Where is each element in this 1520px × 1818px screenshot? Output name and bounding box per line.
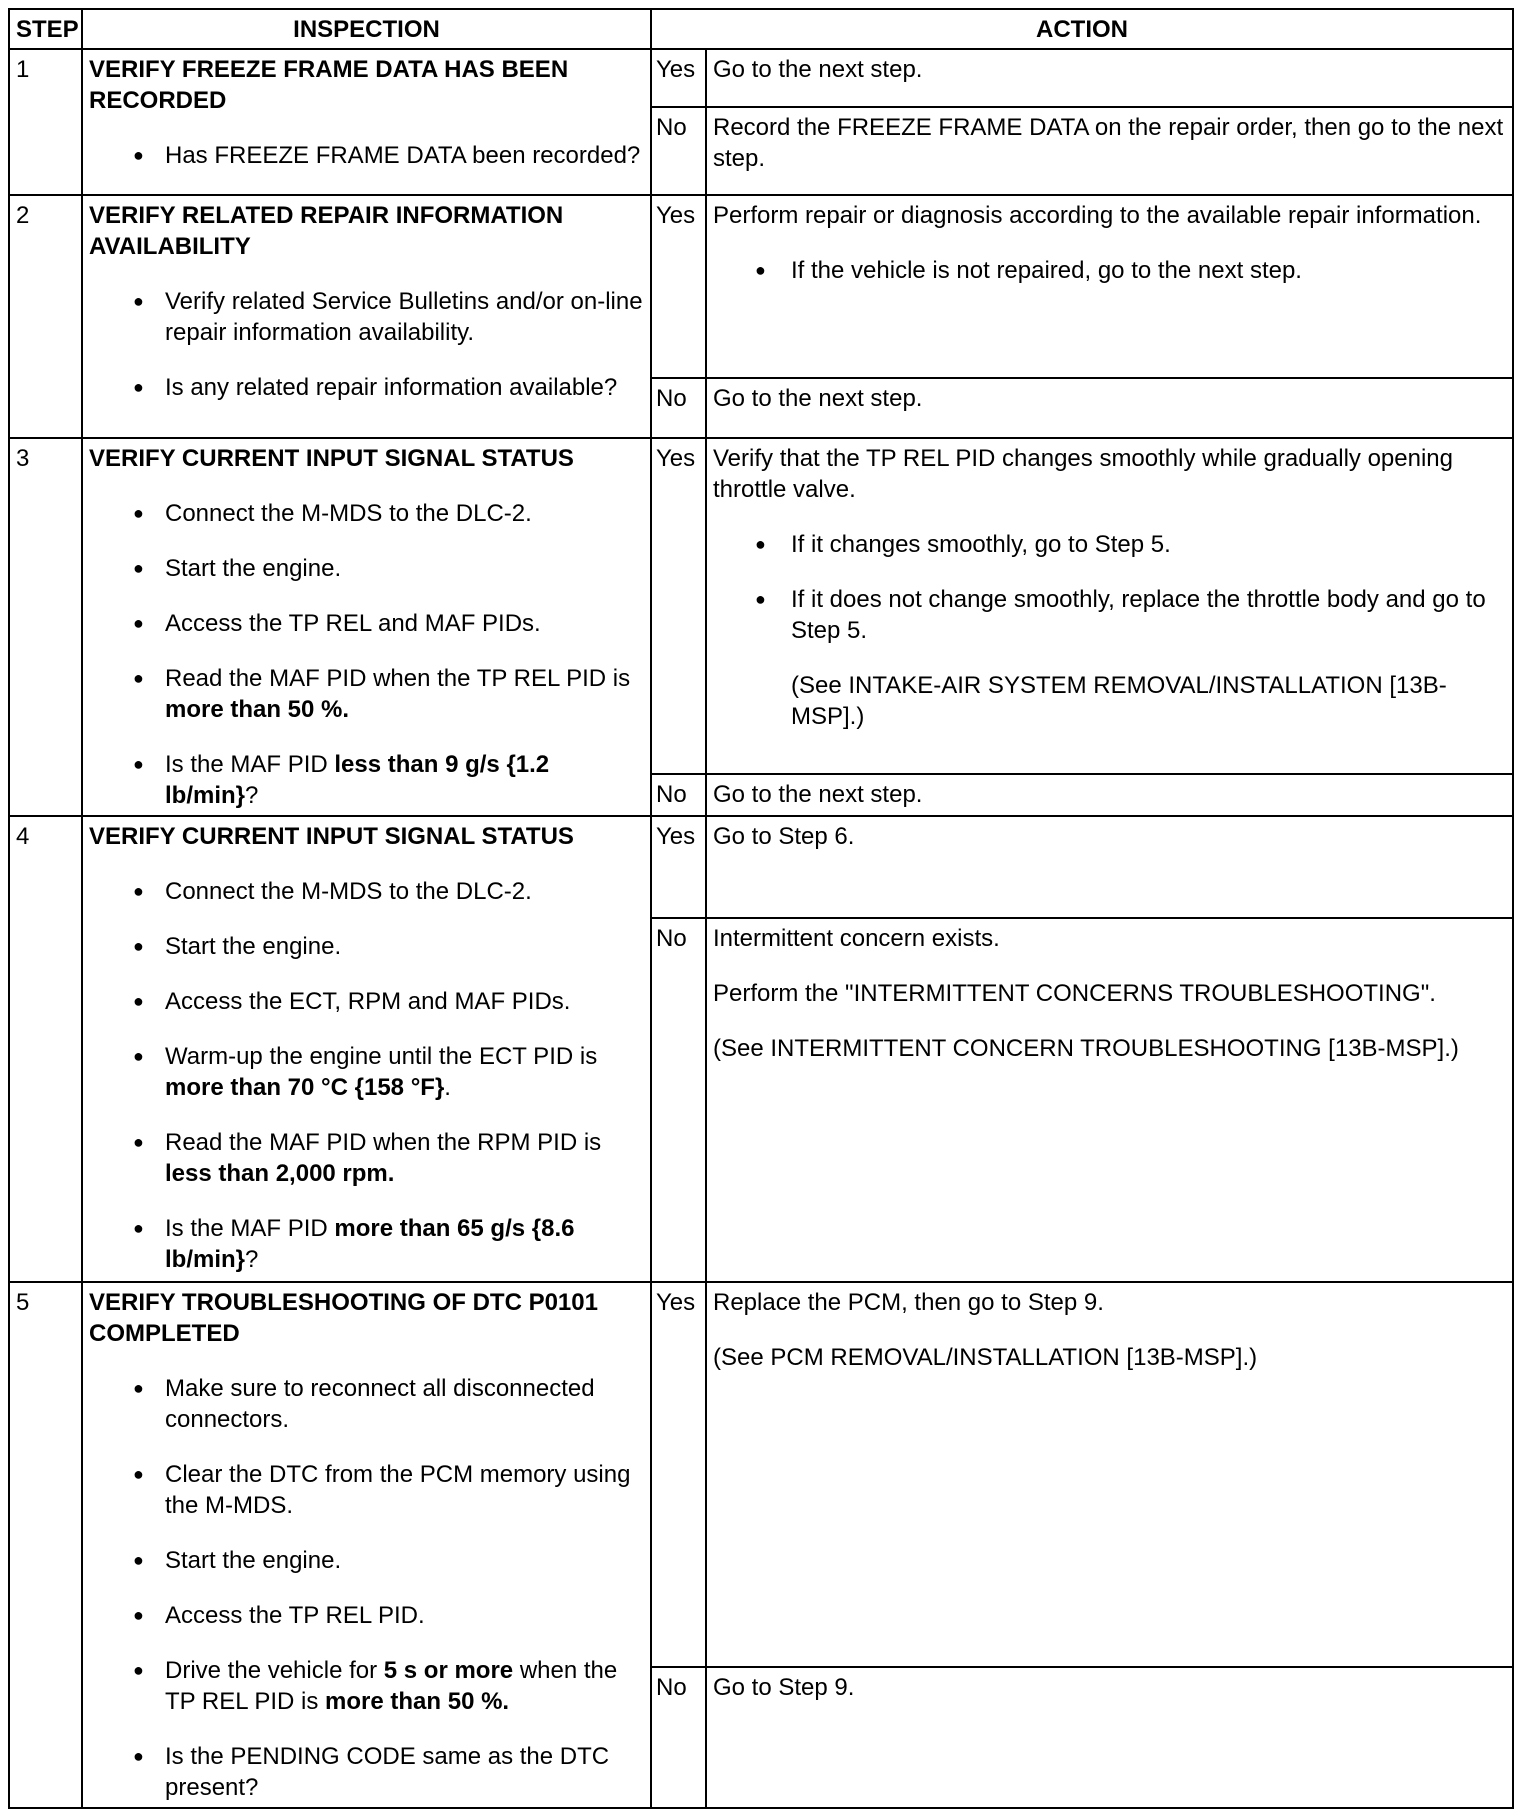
action-item: ● If the vehicle is not repaired, go to the next step. bbox=[713, 255, 1506, 286]
step-2-yes-row bbox=[9, 195, 1513, 378]
inspection-item: ● Connect the M-MDS to the DLC-2. bbox=[89, 498, 644, 529]
troubleshooting-table bbox=[8, 8, 1514, 1809]
action-item: ● If it changes smoothly, go to Step 5. bbox=[713, 529, 1506, 560]
header-action: ACTION bbox=[651, 9, 1513, 49]
step-number: 2 bbox=[9, 195, 82, 438]
inspection-item: ● Access the TP REL PID. bbox=[89, 1600, 644, 1631]
inspection-cell bbox=[82, 1282, 651, 1808]
inspection-item: ● Start the engine. bbox=[89, 553, 644, 584]
yes-action: Perform repair or diagnosis according to the available repair information. ● If the vehicle is not repaired, go to the next step. bbox=[706, 195, 1513, 378]
inspection-item: ● Clear the DTC from the PCM memory using the M-MDS. bbox=[89, 1459, 644, 1521]
no-label: No bbox=[651, 378, 706, 438]
inspection-item: ● Make sure to reconnect all disconnected connectors. bbox=[89, 1373, 644, 1435]
yes-action: Replace the PCM, then go to Step 9. (See PCM REMOVAL/INSTALLATION [13B-MSP].) bbox=[706, 1282, 1513, 1667]
header-inspection: INSPECTION bbox=[82, 9, 651, 49]
yes-action: Go to Step 6. bbox=[706, 816, 1513, 918]
yes-label: Yes bbox=[651, 1282, 706, 1667]
action-reference: (See INTAKE-AIR SYSTEM REMOVAL/INSTALLATION [13B-MSP].) bbox=[791, 672, 1447, 730]
inspection-cell bbox=[82, 195, 651, 438]
yes-action: Go to the next step. bbox=[706, 49, 1513, 107]
step-number: 3 bbox=[9, 438, 82, 816]
step-number: 5 bbox=[9, 1282, 82, 1808]
inspection-cell bbox=[82, 438, 651, 816]
inspection-item: ● Has FREEZE FRAME DATA been recorded? bbox=[89, 140, 644, 171]
inspection-cell bbox=[82, 816, 651, 1282]
inspection-item: ● Access the ECT, RPM and MAF PIDs. bbox=[89, 986, 644, 1017]
yes-label: Yes bbox=[651, 49, 706, 107]
no-action: Go to the next step. bbox=[706, 774, 1513, 816]
no-action: Go to the next step. bbox=[706, 378, 1513, 438]
step-5-yes-row bbox=[9, 1282, 1513, 1667]
inspection-item: ● Warm-up the engine until the ECT PID is more than 70 °C {158 °F}. bbox=[89, 1041, 644, 1103]
no-label: No bbox=[651, 918, 706, 1282]
inspection-cell bbox=[82, 49, 651, 195]
inspection-item: ● Is the MAF PID more than 65 g/s {8.6 lb/min}? bbox=[89, 1213, 644, 1275]
step-title: VERIFY CURRENT INPUT SIGNAL STATUS bbox=[89, 445, 574, 472]
step-title: VERIFY FREEZE FRAME DATA HAS BEEN RECORDED bbox=[89, 56, 569, 114]
inspection-item: ● Read the MAF PID when the RPM PID is less than 2,000 rpm. bbox=[89, 1127, 644, 1189]
inspection-item: ● Verify related Service Bulletins and/or on-line repair information availability. bbox=[89, 286, 644, 348]
inspection-item: ● Start the engine. bbox=[89, 1545, 644, 1576]
step-title: VERIFY TROUBLESHOOTING OF DTC P0101 COMPLETED bbox=[89, 1289, 598, 1347]
yes-label: Yes bbox=[651, 195, 706, 378]
inspection-item: ● Is the PENDING CODE same as the DTC present? bbox=[89, 1741, 644, 1803]
step-number: 1 bbox=[9, 49, 82, 195]
yes-label: Yes bbox=[651, 438, 706, 774]
inspection-item: ● Drive the vehicle for 5 s or more when the TP REL PID is more than 50 %. bbox=[89, 1655, 644, 1717]
header-row bbox=[9, 9, 1513, 49]
inspection-item: ● Connect the M-MDS to the DLC-2. bbox=[89, 876, 644, 907]
header-step: STEP bbox=[9, 9, 82, 49]
no-action: Go to Step 9. bbox=[706, 1667, 1513, 1808]
no-action: Intermittent concern exists. Perform the "INTERMITTENT CONCERNS TROUBLESHOOTING". (See INTERMITTENT CONCERN TROUBLESHOOTING [13B-MSP].) bbox=[706, 918, 1513, 1282]
step-title: VERIFY CURRENT INPUT SIGNAL STATUS bbox=[89, 823, 574, 850]
yes-action: Verify that the TP REL PID changes smoothly while gradually opening throttle valve. ● If it changes smoothly, go to Step 5. ● If it does not change smoothly, replace the throttle body and go to Step 5. (See INTAKE-AIR SYSTEM REMOVAL/INSTALLATION [13B-MSP].) bbox=[706, 438, 1513, 774]
yes-label: Yes bbox=[651, 816, 706, 918]
no-label: No bbox=[651, 1667, 706, 1808]
inspection-item: ● Access the TP REL and MAF PIDs. bbox=[89, 608, 644, 639]
inspection-item: ● Start the engine. bbox=[89, 931, 644, 962]
inspection-item: ● Is any related repair information available? bbox=[89, 372, 644, 403]
step-title: VERIFY RELATED REPAIR INFORMATION AVAILABILITY bbox=[89, 202, 564, 260]
no-action: Record the FREEZE FRAME DATA on the repair order, then go to the next step. bbox=[706, 107, 1513, 195]
inspection-item: ● Read the MAF PID when the TP REL PID is more than 50 %. bbox=[89, 663, 644, 725]
step-1-yes-row bbox=[9, 49, 1513, 107]
inspection-item: ● Is the MAF PID less than 9 g/s {1.2 lb/min}? bbox=[89, 749, 644, 811]
no-label: No bbox=[651, 774, 706, 816]
step-number: 4 bbox=[9, 816, 82, 1282]
no-label: No bbox=[651, 107, 706, 195]
action-item: ● If it does not change smoothly, replace the throttle body and go to Step 5. bbox=[713, 584, 1506, 646]
step-3-yes-row bbox=[9, 438, 1513, 774]
step-4-yes-row bbox=[9, 816, 1513, 918]
